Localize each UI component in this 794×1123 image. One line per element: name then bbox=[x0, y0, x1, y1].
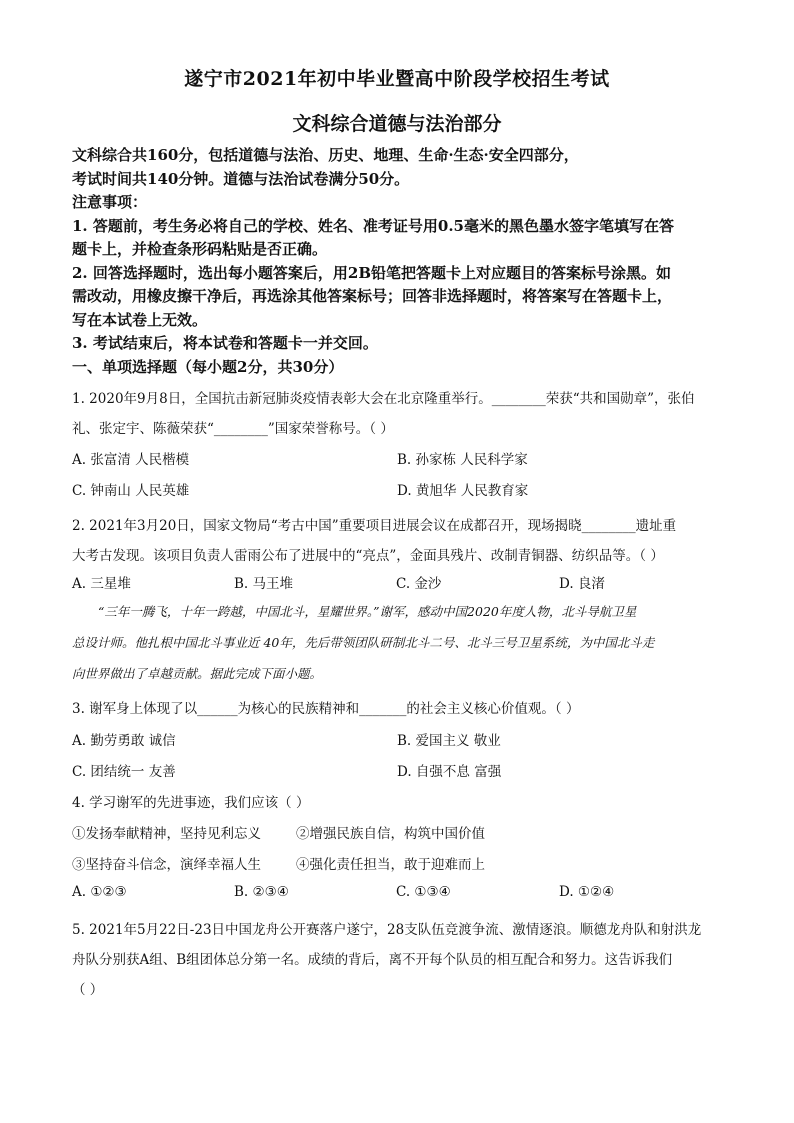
notice-title: 注意事项： bbox=[72, 193, 148, 211]
option-b: B. ②③④ bbox=[234, 884, 289, 900]
option-c: C. 金沙 bbox=[396, 576, 442, 592]
notice-item: 1. 答题前，考生务必将自己的学校、姓名、准考证号用0.5毫米的黑色墨水签字笔填写在答 bbox=[72, 216, 674, 235]
question-stem: 5. 2021年5月22日-23日中国龙舟公开赛落户遂宁，28支队伍竞渡争流、激情逐浪。顺德龙舟队和射洪龙 bbox=[72, 922, 702, 938]
material-passage bbox=[72, 596, 732, 689]
question-stem: 1. 2020年9月8日，全国抗击新冠肺炎疫情表彰大会在北京隆重举行。________荣获“共和国勋章”，张伯 bbox=[72, 391, 695, 407]
option-a: A. ①②③ bbox=[72, 884, 127, 900]
section-heading: 一、单项选择题（每小题2分，共30分） bbox=[72, 357, 344, 376]
option-b: B. 爱国主义 敬业 bbox=[397, 733, 501, 749]
answer-bracket: （ ） bbox=[72, 982, 104, 998]
question-stem: 2. 2021年3月20日，国家文物局“考古中国”重要项目进展会议在成都召开，现场揭晓________遗址重 bbox=[72, 518, 677, 534]
option-a: A. 三星堆 bbox=[72, 576, 131, 592]
material-line: 总设计师。他扎根中国北斗事业近 40年，先后带领团队研制北斗二号、北斗三号卫星系统，为中国北斗走 bbox=[72, 635, 655, 650]
option-d: D. 自强不息 富强 bbox=[397, 764, 502, 780]
option-c: C. ①③④ bbox=[396, 884, 451, 900]
intro-line: 文科综合共160分，包括道德与法治、历史、地理、生命·生态·安全四部分， bbox=[72, 146, 579, 164]
statement-2: ②增强民族自信，构筑中国价值 bbox=[296, 826, 485, 842]
notice-item: 3. 考试结束后，将本试卷和答题卡一并交回。 bbox=[72, 334, 378, 352]
material-line: “三年一腾飞，十年一跨越，中国北斗，星耀世界。”谢军，感动中国2020年度人物，北斗导航卫星 bbox=[98, 604, 637, 619]
question-stem: 礼、张定宇、陈薇荣获“________”国家荣誉称号。（ ） bbox=[72, 421, 394, 437]
option-b: B. 马王堆 bbox=[234, 576, 294, 592]
material-line: 向世界做出了卓越贡献。据此完成下面小题。 bbox=[72, 666, 323, 681]
question-stem: 舟队分别获A组、B组团体总分第一名。成绩的背后，离不开每个队员的相互配合和努力。这告诉我们 bbox=[72, 952, 673, 968]
option-c: C. 团结统一 友善 bbox=[72, 764, 176, 780]
statement-1: ①发扬奉献精神，坚持见利忘义 bbox=[72, 826, 261, 842]
option-a: A. 勤劳勇敢 诚信 bbox=[72, 733, 176, 749]
notice-item: 写在本试卷上无效。 bbox=[72, 310, 208, 329]
statement-3: ③坚持奋斗信念，演绎幸福人生 bbox=[72, 857, 261, 873]
exam-title: 遂宁市2021年初中毕业暨高中阶段学校招生考试 bbox=[184, 68, 610, 90]
option-b: B. 孙家栋 人民科学家 bbox=[397, 452, 528, 468]
notice-item: 题卡上，并检查条形码粘贴是否正确。 bbox=[72, 240, 328, 258]
notice-item: 需改动，用橡皮擦干净后，再选涂其他答案标号；回答非选择题时，将答案写在答题卡上， bbox=[72, 287, 673, 305]
option-c: C. 钟南山 人民英雄 bbox=[72, 483, 190, 499]
question-4-stem: 4. 学习谢军的先进事迹，我们应该（ ） bbox=[72, 795, 310, 811]
option-d: D. ①②④ bbox=[559, 884, 615, 900]
option-d: D. 良渚 bbox=[559, 576, 605, 592]
question-1 bbox=[72, 384, 732, 444]
statement-4: ④强化责任担当，敢于迎难而上 bbox=[296, 857, 485, 873]
option-d: D. 黄旭华 人民教育家 bbox=[397, 483, 529, 499]
option-a: A. 张富清 人民楷模 bbox=[72, 452, 190, 468]
question-5 bbox=[72, 915, 732, 1005]
question-2 bbox=[72, 511, 732, 571]
exam-instructions bbox=[72, 144, 732, 379]
notice-item: 2. 回答选择题时，选出每小题答案后，用2B铅笔把答题卡上对应题目的答案标号涂黑。如 bbox=[72, 263, 672, 282]
exam-subtitle: 文科综合道德与法治部分 bbox=[292, 113, 502, 135]
intro-line: 考试时间共140分钟。道德与法治试卷满分50分。 bbox=[72, 169, 410, 188]
question-stem: 大考古发现。该项目负责人雷雨公布了进展中的“亮点”，金面具残片、改制青铜器、纺织品等。（ ） bbox=[72, 548, 664, 564]
question-3-stem: 3. 谢军身上体现了以______为核心的民族精神和_______的社会主义核心价值观。（ ） bbox=[72, 701, 580, 717]
